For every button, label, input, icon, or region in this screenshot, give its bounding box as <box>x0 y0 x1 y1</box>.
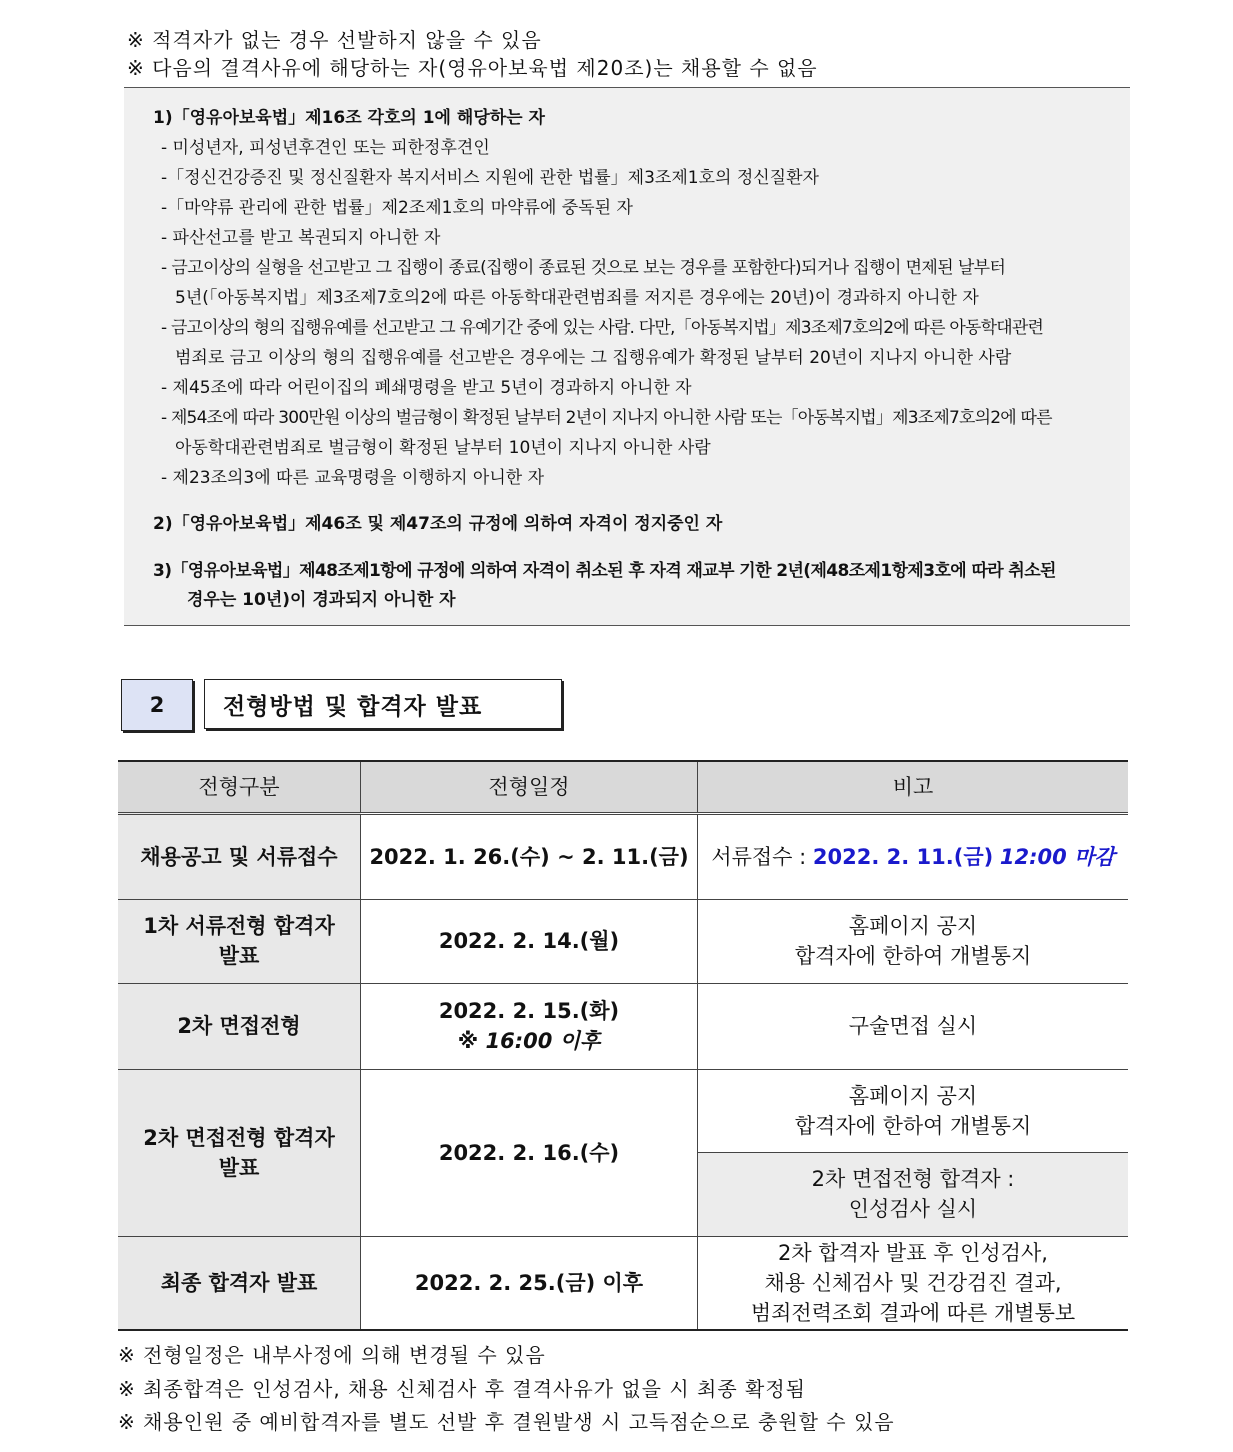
remark-line: 채용 신체검사 및 건강검진 결과, <box>764 1270 1062 1295</box>
remark-cell <box>698 1236 1129 1330</box>
remark-line: 홈페이지 공지 <box>848 1083 978 1108</box>
bottom-note: ※ 채용인원 중 예비합격자를 별도 선발 후 결원발생 시 고득점순으로 충원할 수 있음 <box>118 1410 895 1434</box>
disq-item: -「정신건강증진 및 정신질환자 복지서비스 지원에 관한 법률」제3조제1호의 정신질환자 <box>161 168 819 188</box>
note-disqualification: ※ 다음의 결격사유에 해당하는 자(영유아보육법 제20조)는 채용할 수 없음 <box>127 56 818 80</box>
disq-item: - 제23조의3에 따른 교육명령을 이행하지 아니한 자 <box>161 468 545 488</box>
disq-item: - 제45조에 따라 어린이집의 폐쇄명령을 받고 5년이 경과하지 아니한 자 <box>161 378 692 398</box>
note-no-qualified: ※ 적격자가 없는 경우 선발하지 않을 수 있음 <box>127 28 542 52</box>
date-cell: 2022. 1. 26.(수) ~ 2. 11.(금) <box>361 813 698 899</box>
disq-item-cont: 범죄로 금고 이상의 형의 집행유예를 선고받은 경우에는 그 집행유예가 확정된 날부터 20년이 지나지 아니한 사람 <box>175 348 1012 368</box>
section-number: 2 <box>121 679 193 731</box>
stage-line: 발표 <box>218 1155 260 1180</box>
remark-line: 2차 합격자 발표 후 인성검사, <box>778 1240 1048 1265</box>
table-row <box>118 1069 1128 1152</box>
stage-line: 1차 서류전형 합격자 <box>143 914 335 938</box>
date-cell: 2022. 2. 25.(금) 이후 <box>361 1236 698 1330</box>
table-row <box>118 813 1128 899</box>
stage-cell: 2차 면접전형 <box>118 983 361 1069</box>
stage-line: 발표 <box>218 944 260 968</box>
remark-cell <box>698 813 1129 899</box>
remark-line: 합격자에 한하여 개별통지 <box>794 944 1032 968</box>
table-row <box>118 899 1128 983</box>
table-row <box>118 983 1128 1069</box>
disq-item-cont: 5년(「아동복지법」제3조제7호의2에 따른 아동학대관련범죄를 저지른 경우에는 20년)이 경과하지 아니한 자 <box>175 288 979 308</box>
deadline-date: 2022. 2. 11.(금) <box>812 844 994 869</box>
date-cell: 2022. 2. 14.(월) <box>361 899 698 983</box>
disq-item: - 파산선고를 받고 복권되지 아니한 자 <box>161 228 441 248</box>
remark-cell <box>698 899 1129 983</box>
deadline-time: 12:00 마감 <box>999 844 1115 869</box>
disq-item-cont: 아동학대관련범죄로 벌금형이 확정된 날부터 10년이 지나지 아니한 사람 <box>175 438 711 458</box>
bottom-note: ※ 최종합격은 인성검사, 채용 신체검사 후 결격사유가 없을 시 최종 확정됨 <box>118 1377 806 1401</box>
date-cell <box>361 983 698 1069</box>
disq-heading-1: 1)「영유아보육법」제16조 각호의 1에 해당하는 자 <box>153 108 545 128</box>
date-cell: 2022. 2. 16.(수) <box>361 1069 698 1236</box>
date-line: 2022. 2. 15.(화) <box>438 999 620 1023</box>
table-row <box>118 1236 1128 1330</box>
stage-cell <box>118 899 361 983</box>
stage-cell: 최종 합격자 발표 <box>118 1236 361 1330</box>
remark-cell: 구술면접 실시 <box>698 983 1129 1069</box>
disq-item: - 금고이상의 실형을 선고받고 그 집행이 종료(집행이 종료된 것으로 보는 경우를 포함한다)되거나 집행이 면제된 날부터 <box>161 258 1006 278</box>
schedule-table <box>118 760 1128 1331</box>
stage-line: 2차 면접전형 합격자 <box>143 1125 335 1150</box>
disq-heading-3: 3)「영유아보육법」제48조제1항에 규정에 의하여 자격이 취소된 후 자격 재교부 기한 2년(제48조제1항제3호에 따라 취소된 <box>153 561 1056 581</box>
header-remarks: 비고 <box>698 761 1129 813</box>
remark-cell <box>698 1069 1129 1152</box>
section-title: 전형방법 및 합격자 발표 <box>204 679 562 729</box>
disq-item: -「마약류 관리에 관한 법률」제2조제1호의 마약류에 중독된 자 <box>161 198 633 218</box>
disq-item: - 미성년자, 피성년후견인 또는 피한정후견인 <box>161 138 490 158</box>
remark-line: 합격자에 한하여 개별통지 <box>794 1113 1032 1138</box>
remark-line: 범죄전력조회 결과에 따른 개별통보 <box>750 1300 1076 1325</box>
disq-heading-2: 2)「영유아보육법」제46조 및 제47조의 규정에 의하여 자격이 정지중인 자 <box>153 514 723 534</box>
disq-heading-3-cont: 경우는 10년)이 경과되지 아니한 자 <box>187 590 456 610</box>
disq-item: - 금고이상의 형의 집행유예를 선고받고 그 유예기간 중에 있는 사람. 다만,「아동복지법」제3조제7호의2에 따른 아동학대관련 <box>161 318 1044 338</box>
remark-line: 2차 면접전형 합격자 : <box>811 1167 1015 1191</box>
table-header-row <box>118 761 1128 813</box>
remark-prefix: 서류접수 : <box>711 844 813 869</box>
header-stage: 전형구분 <box>118 761 361 813</box>
stage-cell: 채용공고 및 서류접수 <box>118 813 361 899</box>
remark-line: 인성검사 실시 <box>848 1197 978 1221</box>
stage-cell <box>118 1069 361 1236</box>
bottom-note: ※ 전형일정은 내부사정에 의해 변경될 수 있음 <box>118 1343 546 1367</box>
remark-cell <box>698 1152 1129 1236</box>
header-schedule: 전형일정 <box>361 761 698 813</box>
time-line: ※ 16:00 이후 <box>457 1029 601 1053</box>
disqualification-box <box>124 87 1130 626</box>
disq-item: - 제54조에 따라 300만원 이상의 벌금형이 확정된 날부터 2년이 지나지 아니한 사람 또는「아동복지법」제3조제7호의2에 따른 <box>161 408 1052 428</box>
remark-line: 홈페이지 공지 <box>848 914 978 938</box>
